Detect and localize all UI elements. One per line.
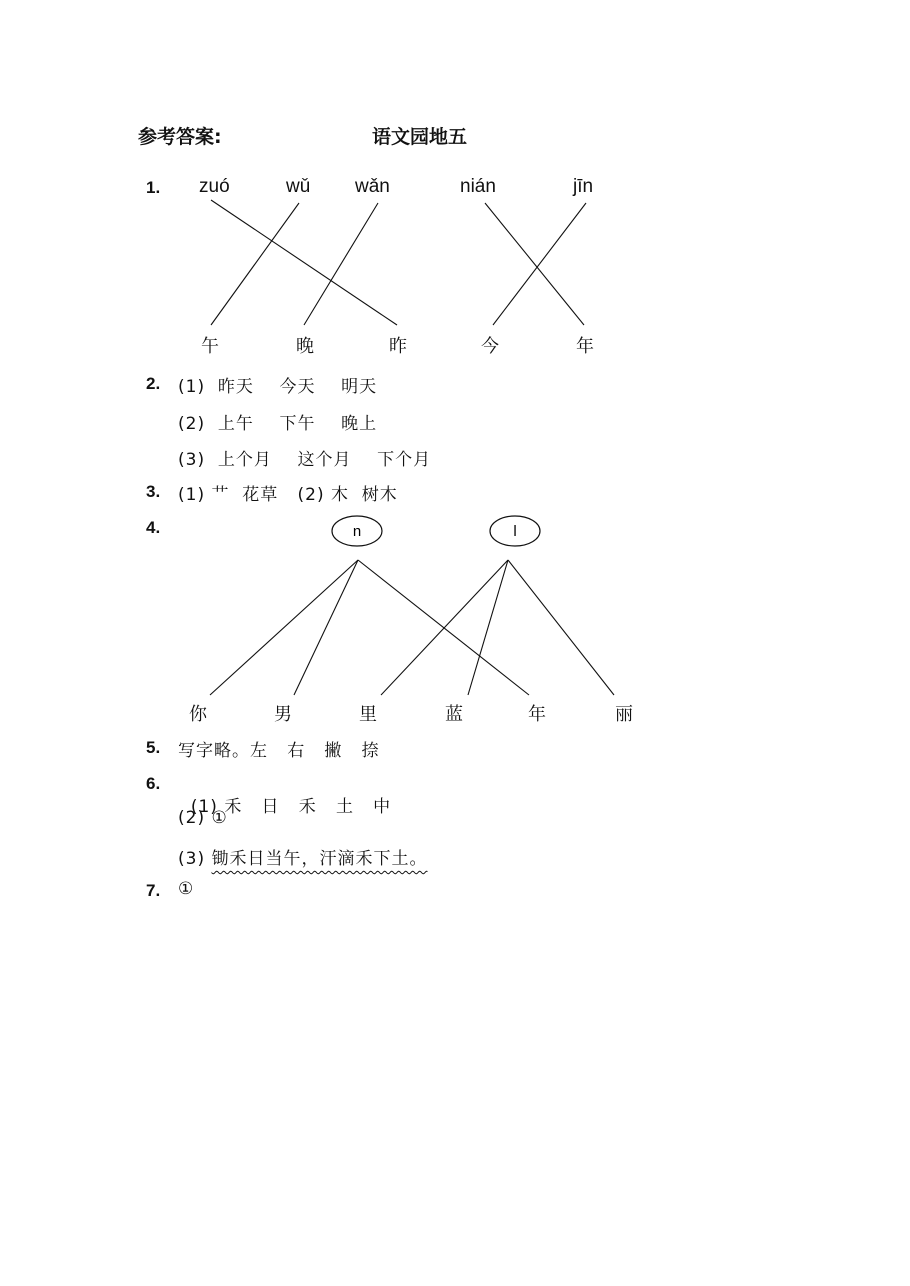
q4-line-n-ni xyxy=(210,560,358,695)
q4-line-l-li2 xyxy=(508,560,614,695)
q2-row-2-label: (2) xyxy=(178,414,206,434)
q7-number: 7. xyxy=(146,881,161,900)
q2-row-2-item-1: 上午 xyxy=(217,414,254,434)
q4-char-6: 丽 xyxy=(615,704,633,725)
q1-char-1: 午 xyxy=(201,336,219,357)
q6-row-2-text: ① xyxy=(211,808,228,828)
q4-line-l-li xyxy=(381,560,508,695)
q5-text: 写字略。左 右 撇 捺 xyxy=(178,741,380,761)
q3-text: (1) 艹 花草 (2) 木 树木 xyxy=(178,485,398,505)
q1-pinyin-5: jīn xyxy=(573,176,594,197)
q6-row-2-label: (2) xyxy=(178,808,206,828)
q4-char-2: 男 xyxy=(274,704,292,725)
q2-row-1-item-1: 昨天 xyxy=(217,377,254,397)
q2-row-2 xyxy=(178,409,377,434)
q2-row-1-item-2: 今天 xyxy=(279,377,316,397)
q4-line-l-lan xyxy=(468,560,508,695)
q2-row-2-item-2: 下午 xyxy=(279,414,316,434)
q1-char-5: 年 xyxy=(576,336,594,357)
q2-row-3 xyxy=(178,445,431,470)
q4-line-n-nan xyxy=(294,560,358,695)
q1-pinyin-2: wǔ xyxy=(286,176,311,197)
q1-pinyin-4: nián xyxy=(460,176,496,197)
q2-row-3-item-2: 这个月 xyxy=(297,450,352,470)
q2-number: 2. xyxy=(146,374,161,393)
q1-line-zuo xyxy=(211,200,397,325)
q1-pinyin-3: wǎn xyxy=(355,176,390,197)
q6-row-2 xyxy=(178,808,228,828)
q6-number: 6. xyxy=(146,774,161,793)
q1-line-wu xyxy=(211,203,299,325)
q2-row-1-item-3: 明天 xyxy=(341,377,378,397)
answers-label: 参考答案: xyxy=(138,126,222,148)
q6-row-3 xyxy=(178,844,428,869)
q1-char-2: 晚 xyxy=(296,336,314,357)
q2-row-3-label: (3) xyxy=(178,450,206,470)
q4-char-3: 里 xyxy=(359,704,377,725)
q1-line-wan xyxy=(304,203,378,325)
q1-char-3: 昨 xyxy=(389,336,407,357)
q4-line-n-nian xyxy=(358,560,529,695)
q4-number: 4. xyxy=(146,518,161,537)
oval-l-label: l xyxy=(513,523,517,540)
oval-n-label: n xyxy=(352,523,362,540)
q5-number: 5. xyxy=(146,738,161,757)
q3-number: 3. xyxy=(146,482,161,501)
q1-line-nian xyxy=(485,203,584,325)
q4-char-4: 蓝 xyxy=(445,704,463,725)
q1-number: 1. xyxy=(146,178,161,197)
q1-char-4: 今 xyxy=(481,336,499,357)
q2-row-1-label: (1) xyxy=(178,377,206,397)
q6-row-1-text: 禾 日 禾 土 中 xyxy=(224,797,392,817)
q6-row-1-label: (1) xyxy=(190,797,218,817)
q2-row-1 xyxy=(178,372,377,397)
q1-pinyin-1: zuó xyxy=(199,176,230,197)
q2-row-2-item-3: 晚上 xyxy=(341,414,378,434)
q6-row-3-label: (3) xyxy=(178,849,206,869)
q2-row-3-item-1: 上个月 xyxy=(217,450,272,470)
q1-line-jin xyxy=(493,203,586,325)
q4-char-1: 你 xyxy=(189,704,207,725)
q4-char-5: 年 xyxy=(528,704,546,725)
q2-row-3-item-3: 下个月 xyxy=(377,450,432,470)
page-title: 语文园地五 xyxy=(372,126,468,148)
q7-text: ① xyxy=(178,879,195,899)
q6-row-3-text: 锄禾日当午，汗滴禾下土。 xyxy=(211,849,428,869)
